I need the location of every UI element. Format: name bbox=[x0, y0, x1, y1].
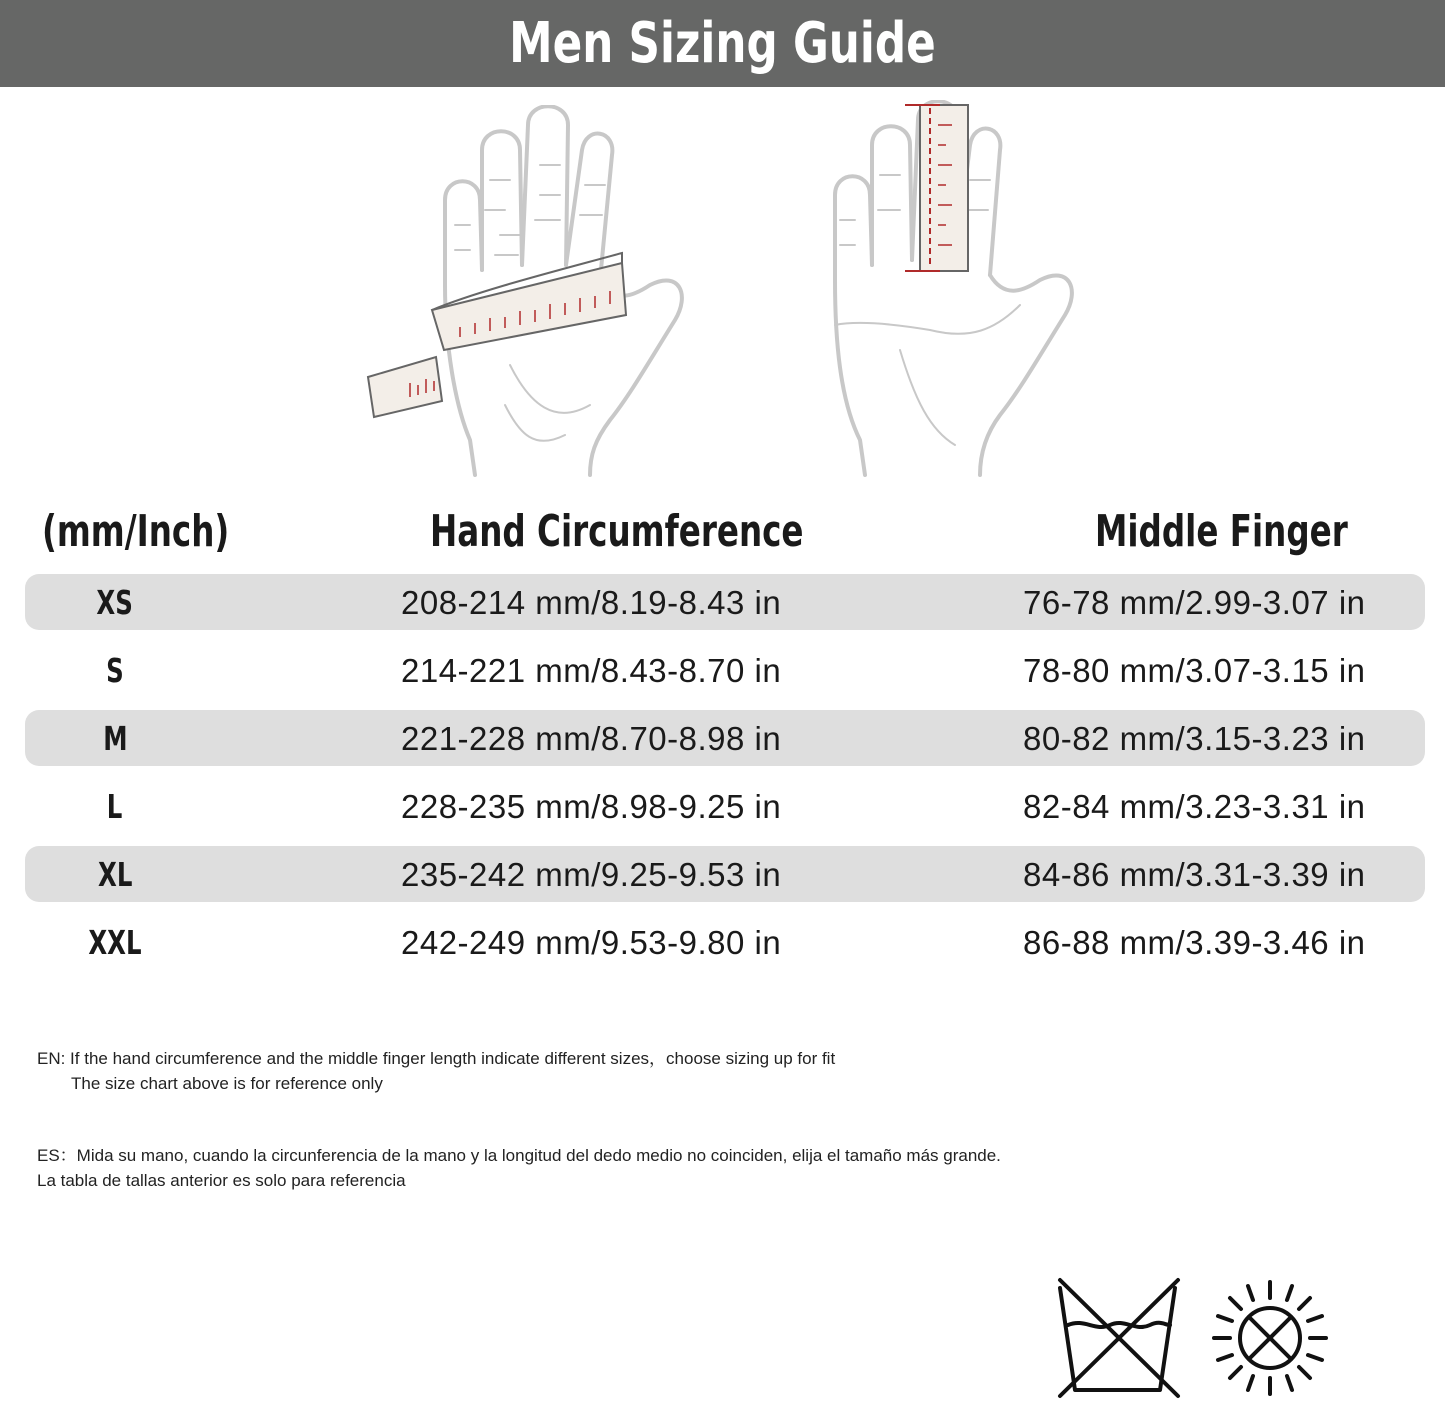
column-header-middle-finger: Middle Finger bbox=[1095, 506, 1348, 557]
size-cell: XXL bbox=[88, 922, 142, 962]
table-row bbox=[25, 846, 1425, 902]
size-cell: XS bbox=[96, 582, 134, 622]
size-cell: M bbox=[102, 718, 128, 758]
spanish-note bbox=[37, 1143, 1001, 1193]
hand-circumference-value: 208-214 mm/8.19-8.43 in bbox=[401, 584, 782, 621]
header-banner bbox=[0, 0, 1445, 87]
middle-finger-value: 86-88 mm/3.39-3.46 in bbox=[1023, 924, 1366, 961]
do-not-wash-icon bbox=[1050, 1270, 1185, 1400]
spanish-note-line-1: ES：Mida su mano, cuando la circunferencia de la mano y la longitud del dedo medio no coinciden, elija el tamaño más grande. bbox=[37, 1146, 1001, 1165]
hand-illustrations bbox=[0, 95, 1445, 485]
column-header-hand-circumference: Hand Circumference bbox=[430, 506, 804, 557]
middle-finger-value: 84-86 mm/3.31-3.39 in bbox=[1023, 856, 1366, 893]
middle-finger-value: 80-82 mm/3.15-3.23 in bbox=[1023, 720, 1366, 757]
table-row bbox=[25, 778, 1425, 834]
english-note-line-2: The size chart above is for reference only bbox=[71, 1074, 383, 1093]
middle-finger-value: 78-80 mm/3.07-3.15 in bbox=[1023, 652, 1366, 689]
unit-label: (mm/Inch) bbox=[42, 506, 230, 557]
spanish-note-line-2: La tabla de tallas anterior es solo para referencia bbox=[37, 1171, 406, 1190]
page-title: Men Sizing Guide bbox=[509, 11, 936, 76]
size-cell: S bbox=[106, 650, 124, 690]
table-row bbox=[25, 710, 1425, 766]
middle-finger-value: 82-84 mm/3.23-3.31 in bbox=[1023, 788, 1366, 825]
size-cell: XL bbox=[97, 854, 133, 894]
english-note-line-1: EN: If the hand circumference and the middle finger length indicate different sizes，choose sizing up for fit bbox=[37, 1049, 836, 1068]
middle-finger-value: 76-78 mm/2.99-3.07 in bbox=[1023, 584, 1366, 621]
hand-circumference-value: 228-235 mm/8.98-9.25 in bbox=[401, 788, 782, 825]
hand-circumference-value: 242-249 mm/9.53-9.80 in bbox=[401, 924, 782, 961]
hand-circumference-value: 235-242 mm/9.25-9.53 in bbox=[401, 856, 782, 893]
do-not-sun-dry-icon bbox=[1210, 1278, 1330, 1398]
middle-finger-measure-icon bbox=[820, 100, 1090, 480]
english-note bbox=[37, 1046, 835, 1096]
table-row bbox=[25, 642, 1425, 698]
size-cell: L bbox=[107, 786, 123, 826]
hand-circumference-measure-icon bbox=[360, 105, 690, 485]
hand-circumference-value: 221-228 mm/8.70-8.98 in bbox=[401, 720, 782, 757]
hand-circumference-value: 214-221 mm/8.43-8.70 in bbox=[401, 652, 782, 689]
table-row bbox=[25, 574, 1425, 630]
table-row bbox=[25, 914, 1425, 970]
